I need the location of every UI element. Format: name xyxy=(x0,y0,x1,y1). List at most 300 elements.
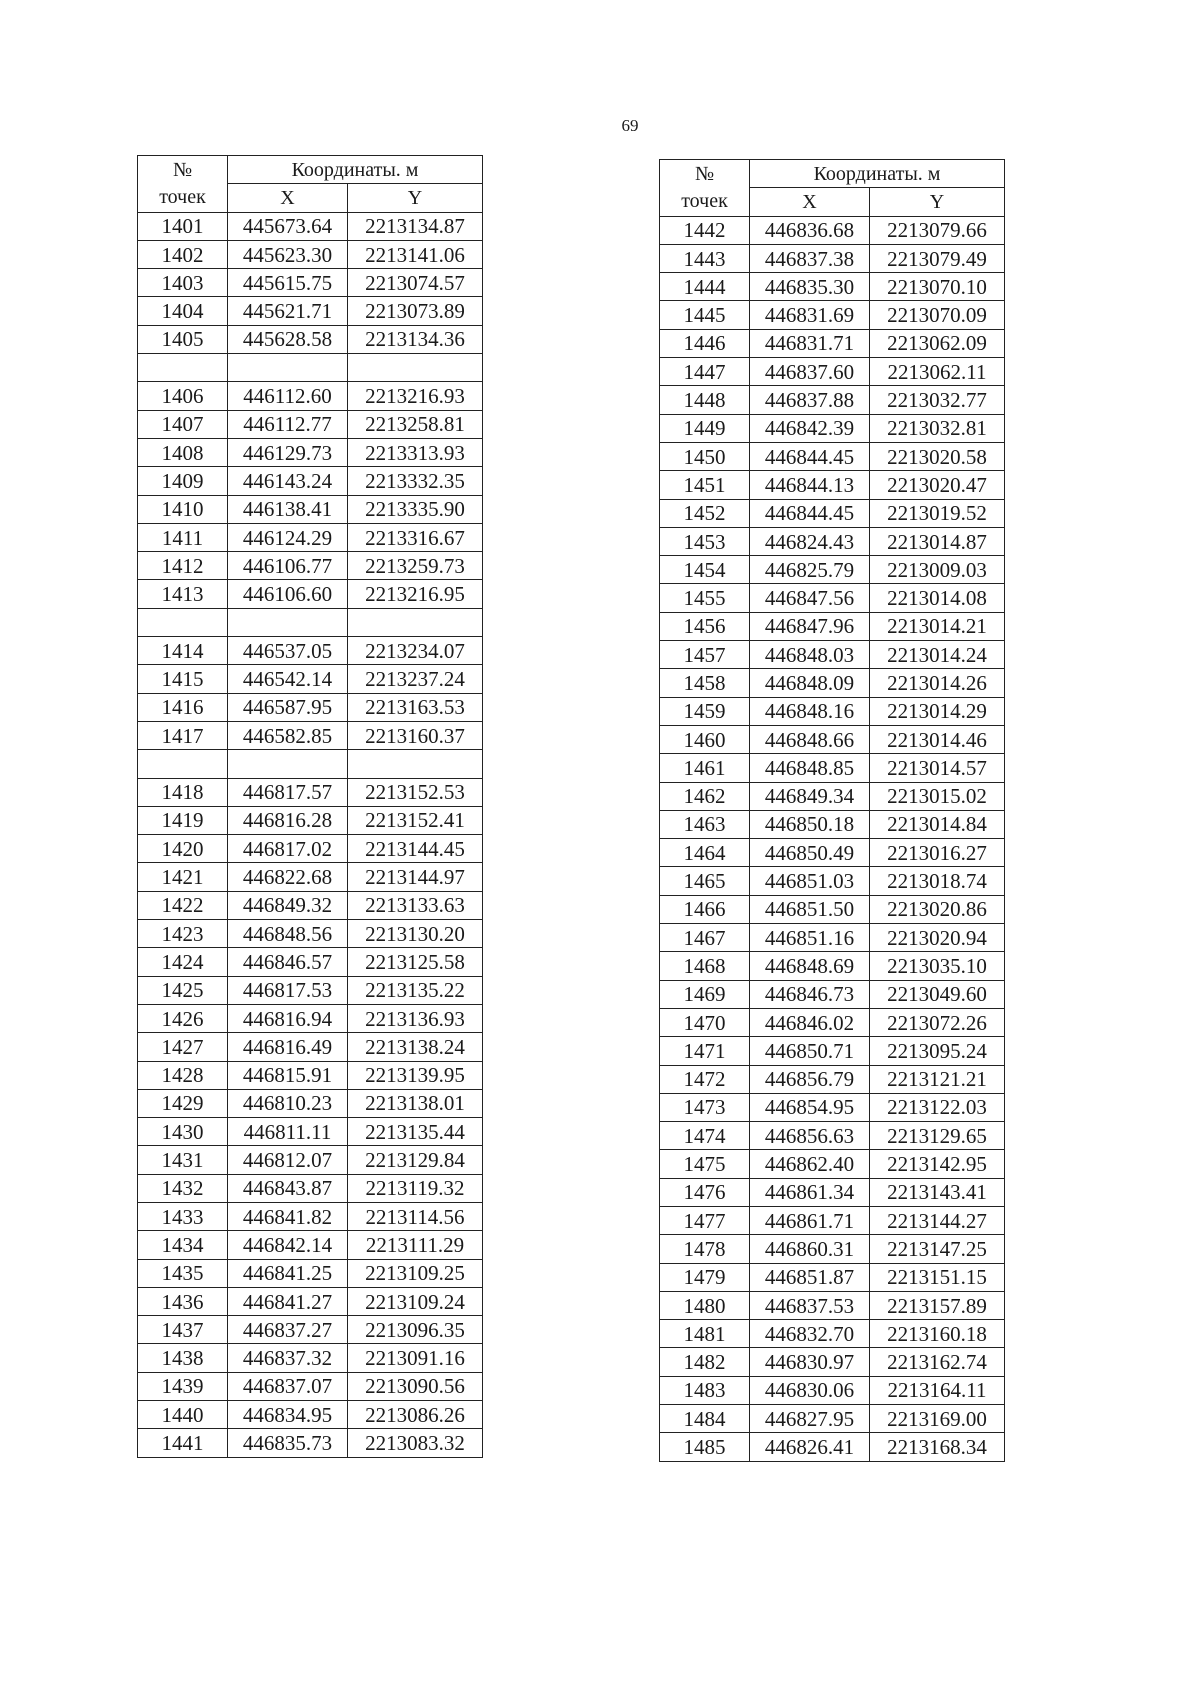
table-row xyxy=(660,358,1005,386)
y-coordinate-cell: 2213020.86 xyxy=(870,895,1005,923)
table-row xyxy=(660,216,1005,244)
y-coordinate-cell: 2213015.02 xyxy=(870,782,1005,810)
y-coordinate-cell xyxy=(348,750,483,778)
point-number-cell: 1469 xyxy=(660,980,750,1008)
point-number-cell: 1439 xyxy=(138,1372,228,1400)
y-coordinate-cell: 2213144.27 xyxy=(870,1206,1005,1234)
y-coordinate-cell: 2213111.29 xyxy=(348,1231,483,1259)
point-number-cell: 1405 xyxy=(138,325,228,353)
x-coordinate-cell: 446112.77 xyxy=(228,410,348,438)
point-number-cell: 1465 xyxy=(660,867,750,895)
x-column-header: X xyxy=(750,188,870,216)
table-row xyxy=(660,1405,1005,1433)
y-coordinate-cell: 2213130.20 xyxy=(348,920,483,948)
table-row xyxy=(660,244,1005,272)
x-coordinate-cell: 446854.95 xyxy=(750,1093,870,1121)
point-number-cell: 1413 xyxy=(138,580,228,608)
point-number-cell: 1459 xyxy=(660,697,750,725)
x-coordinate-cell: 446848.66 xyxy=(750,725,870,753)
x-coordinate-cell: 446860.31 xyxy=(750,1235,870,1263)
y-coordinate-cell: 2213316.67 xyxy=(348,523,483,551)
y-coordinate-cell: 2213151.15 xyxy=(870,1263,1005,1291)
table-row xyxy=(138,1146,483,1174)
y-coordinate-cell: 2213163.53 xyxy=(348,693,483,721)
x-coordinate-cell: 446846.73 xyxy=(750,980,870,1008)
point-number-cell: 1468 xyxy=(660,952,750,980)
y-coordinate-cell: 2213234.07 xyxy=(348,637,483,665)
table-row xyxy=(138,467,483,495)
y-coordinate-cell: 2213090.56 xyxy=(348,1372,483,1400)
x-coordinate-cell xyxy=(228,750,348,778)
table-row xyxy=(660,980,1005,1008)
table-row xyxy=(660,697,1005,725)
y-column-header: Y xyxy=(870,188,1005,216)
table-row xyxy=(138,240,483,268)
x-coordinate-cell: 445628.58 xyxy=(228,325,348,353)
y-coordinate-cell: 2213070.10 xyxy=(870,273,1005,301)
x-coordinate-cell: 446843.87 xyxy=(228,1174,348,1202)
x-coordinate-cell: 446835.30 xyxy=(750,273,870,301)
point-number-cell: 1416 xyxy=(138,693,228,721)
point-number-cell: 1427 xyxy=(138,1033,228,1061)
y-coordinate-cell: 2213014.21 xyxy=(870,612,1005,640)
point-number-cell: 1485 xyxy=(660,1433,750,1461)
point-number-cell xyxy=(138,354,228,382)
x-coordinate-cell: 445615.75 xyxy=(228,269,348,297)
x-coordinate-cell: 446822.68 xyxy=(228,863,348,891)
x-coordinate-cell: 446831.71 xyxy=(750,329,870,357)
point-number-cell: 1420 xyxy=(138,835,228,863)
point-number-cell: 1458 xyxy=(660,669,750,697)
table-row xyxy=(138,297,483,325)
point-number-cell: 1412 xyxy=(138,552,228,580)
point-number-cell: 1428 xyxy=(138,1061,228,1089)
point-number-cell: 1418 xyxy=(138,778,228,806)
table-row xyxy=(660,1093,1005,1121)
y-coordinate-cell: 2213258.81 xyxy=(348,410,483,438)
y-coordinate-cell: 2213216.95 xyxy=(348,580,483,608)
y-coordinate-cell: 2213014.57 xyxy=(870,754,1005,782)
point-number-cell: 1441 xyxy=(138,1429,228,1457)
point-number-cell: 1456 xyxy=(660,612,750,640)
point-number-cell: 1449 xyxy=(660,414,750,442)
point-number-cell: 1454 xyxy=(660,556,750,584)
y-coordinate-cell: 2213139.95 xyxy=(348,1061,483,1089)
x-coordinate-cell: 446837.27 xyxy=(228,1316,348,1344)
point-number-cell: 1434 xyxy=(138,1231,228,1259)
point-number-cell: 1466 xyxy=(660,895,750,923)
table-row xyxy=(660,867,1005,895)
x-coordinate-cell: 446846.02 xyxy=(750,1008,870,1036)
table-row xyxy=(660,527,1005,555)
y-coordinate-cell: 2213134.36 xyxy=(348,325,483,353)
point-number-cell: 1435 xyxy=(138,1259,228,1287)
x-coordinate-cell: 446850.18 xyxy=(750,810,870,838)
table-row xyxy=(660,1150,1005,1178)
x-coordinate-cell: 446817.53 xyxy=(228,976,348,1004)
point-number-cell: 1453 xyxy=(660,527,750,555)
x-coordinate-cell: 446815.91 xyxy=(228,1061,348,1089)
table-row xyxy=(138,863,483,891)
point-number-cell: 1451 xyxy=(660,471,750,499)
point-number-cell xyxy=(138,608,228,636)
y-coordinate-cell: 2213095.24 xyxy=(870,1037,1005,1065)
point-number-cell: 1482 xyxy=(660,1348,750,1376)
table-row xyxy=(138,438,483,466)
y-coordinate-cell: 2213014.84 xyxy=(870,810,1005,838)
table-row xyxy=(660,725,1005,753)
x-coordinate-cell: 446856.79 xyxy=(750,1065,870,1093)
point-number-cell: 1410 xyxy=(138,495,228,523)
table-row xyxy=(660,1206,1005,1234)
y-coordinate-cell: 2213144.45 xyxy=(348,835,483,863)
y-coordinate-cell: 2213160.18 xyxy=(870,1320,1005,1348)
point-number-header xyxy=(660,160,750,217)
x-coordinate-cell: 446812.07 xyxy=(228,1146,348,1174)
point-number-cell xyxy=(138,750,228,778)
table-row xyxy=(138,891,483,919)
header-row xyxy=(138,156,483,184)
y-coordinate-cell: 2213138.24 xyxy=(348,1033,483,1061)
point-number-cell: 1426 xyxy=(138,1004,228,1032)
y-coordinate-cell: 2213062.09 xyxy=(870,329,1005,357)
table-row xyxy=(660,1122,1005,1150)
point-number-cell: 1437 xyxy=(138,1316,228,1344)
table-row xyxy=(138,920,483,948)
y-coordinate-cell: 2213016.27 xyxy=(870,839,1005,867)
table-row xyxy=(138,778,483,806)
x-coordinate-cell: 446816.94 xyxy=(228,1004,348,1032)
table-row xyxy=(138,806,483,834)
x-coordinate-cell: 446836.68 xyxy=(750,216,870,244)
x-coordinate-cell: 446851.50 xyxy=(750,895,870,923)
point-number-cell: 1408 xyxy=(138,438,228,466)
y-coordinate-cell: 2213119.32 xyxy=(348,1174,483,1202)
point-number-cell: 1402 xyxy=(138,240,228,268)
table-row xyxy=(660,895,1005,923)
table-row xyxy=(138,1259,483,1287)
point-number-cell: 1467 xyxy=(660,924,750,952)
y-coordinate-cell: 2213168.34 xyxy=(870,1433,1005,1461)
table-row xyxy=(660,499,1005,527)
point-number-cell: 1430 xyxy=(138,1118,228,1146)
x-column-header: X xyxy=(228,184,348,212)
table-row xyxy=(138,354,483,382)
point-number-cell: 1432 xyxy=(138,1174,228,1202)
x-coordinate-cell: 446861.34 xyxy=(750,1178,870,1206)
table-row xyxy=(138,1061,483,1089)
table-row xyxy=(138,1118,483,1146)
x-coordinate-cell: 446849.32 xyxy=(228,891,348,919)
table-row xyxy=(660,386,1005,414)
x-coordinate-cell: 446848.69 xyxy=(750,952,870,980)
y-coordinate-cell: 2213014.24 xyxy=(870,641,1005,669)
table-row xyxy=(138,637,483,665)
x-coordinate-cell: 446844.45 xyxy=(750,499,870,527)
x-coordinate-cell: 446849.34 xyxy=(750,782,870,810)
table-row xyxy=(660,1320,1005,1348)
x-coordinate-cell: 446842.39 xyxy=(750,414,870,442)
x-coordinate-cell: 446847.56 xyxy=(750,584,870,612)
y-coordinate-cell: 2213134.87 xyxy=(348,212,483,240)
x-coordinate-cell: 446844.45 xyxy=(750,442,870,470)
x-coordinate-cell: 446816.28 xyxy=(228,806,348,834)
point-number-cell: 1477 xyxy=(660,1206,750,1234)
y-coordinate-cell: 2213079.49 xyxy=(870,244,1005,272)
table-row xyxy=(138,1004,483,1032)
y-coordinate-cell: 2213074.57 xyxy=(348,269,483,297)
table-row xyxy=(660,839,1005,867)
table-row xyxy=(138,1089,483,1117)
table-row xyxy=(660,442,1005,470)
y-coordinate-cell: 2213018.74 xyxy=(870,867,1005,895)
x-coordinate-cell: 446825.79 xyxy=(750,556,870,584)
point-number-cell: 1462 xyxy=(660,782,750,810)
x-coordinate-cell xyxy=(228,354,348,382)
x-coordinate-cell: 446862.40 xyxy=(750,1150,870,1178)
table-row xyxy=(660,612,1005,640)
y-column-header: Y xyxy=(348,184,483,212)
x-coordinate-cell: 446827.95 xyxy=(750,1405,870,1433)
x-coordinate-cell: 446837.32 xyxy=(228,1344,348,1372)
table-row xyxy=(138,495,483,523)
x-coordinate-cell: 446810.23 xyxy=(228,1089,348,1117)
point-number-cell: 1484 xyxy=(660,1405,750,1433)
table-row xyxy=(138,382,483,410)
x-coordinate-cell xyxy=(228,608,348,636)
y-coordinate-cell: 2213096.35 xyxy=(348,1316,483,1344)
y-coordinate-cell: 2213014.08 xyxy=(870,584,1005,612)
x-coordinate-cell: 446830.97 xyxy=(750,1348,870,1376)
y-coordinate-cell: 2213032.77 xyxy=(870,386,1005,414)
point-number-header-symbol: № xyxy=(172,158,193,181)
point-number-cell: 1479 xyxy=(660,1263,750,1291)
x-coordinate-cell: 446112.60 xyxy=(228,382,348,410)
x-coordinate-cell: 446817.02 xyxy=(228,835,348,863)
point-number-cell: 1401 xyxy=(138,212,228,240)
table-row xyxy=(660,810,1005,838)
point-number-cell: 1406 xyxy=(138,382,228,410)
x-coordinate-cell: 446143.24 xyxy=(228,467,348,495)
x-coordinate-cell: 446824.43 xyxy=(750,527,870,555)
y-coordinate-cell: 2213135.22 xyxy=(348,976,483,1004)
table-body xyxy=(138,212,483,1457)
point-number-cell: 1455 xyxy=(660,584,750,612)
point-number-cell: 1415 xyxy=(138,665,228,693)
x-coordinate-cell: 446851.87 xyxy=(750,1263,870,1291)
x-coordinate-cell: 446830.06 xyxy=(750,1376,870,1404)
point-number-cell: 1425 xyxy=(138,976,228,1004)
table-row xyxy=(138,750,483,778)
point-number-cell: 1419 xyxy=(138,806,228,834)
table-row xyxy=(660,273,1005,301)
point-number-cell: 1403 xyxy=(138,269,228,297)
point-number-cell: 1473 xyxy=(660,1093,750,1121)
coordinates-header: Координаты. м xyxy=(228,156,483,184)
x-coordinate-cell: 446835.73 xyxy=(228,1429,348,1457)
x-coordinate-cell: 446851.16 xyxy=(750,924,870,952)
table-row xyxy=(660,584,1005,612)
y-coordinate-cell: 2213133.63 xyxy=(348,891,483,919)
point-number-header-word: точек xyxy=(159,185,206,208)
table-row xyxy=(138,552,483,580)
point-number-cell: 1444 xyxy=(660,273,750,301)
y-coordinate-cell: 2213091.16 xyxy=(348,1344,483,1372)
y-coordinate-cell: 2213136.93 xyxy=(348,1004,483,1032)
point-number-cell: 1407 xyxy=(138,410,228,438)
coordinates-table-right xyxy=(659,159,1005,1462)
point-number-cell: 1460 xyxy=(660,725,750,753)
y-coordinate-cell: 2213109.25 xyxy=(348,1259,483,1287)
point-number-cell: 1409 xyxy=(138,467,228,495)
y-coordinate-cell: 2213009.03 xyxy=(870,556,1005,584)
table-row xyxy=(660,1348,1005,1376)
point-number-cell: 1461 xyxy=(660,754,750,782)
point-number-cell: 1446 xyxy=(660,329,750,357)
table-body xyxy=(660,216,1005,1461)
point-number-cell: 1464 xyxy=(660,839,750,867)
point-number-cell: 1474 xyxy=(660,1122,750,1150)
table-row xyxy=(138,835,483,863)
y-coordinate-cell: 2213014.29 xyxy=(870,697,1005,725)
point-number-cell: 1476 xyxy=(660,1178,750,1206)
point-number-cell: 1423 xyxy=(138,920,228,948)
y-coordinate-cell: 2213086.26 xyxy=(348,1401,483,1429)
table-row xyxy=(660,301,1005,329)
table-row xyxy=(138,948,483,976)
table-row xyxy=(660,1037,1005,1065)
table-row xyxy=(138,1202,483,1230)
table-row xyxy=(138,325,483,353)
x-coordinate-cell: 446842.14 xyxy=(228,1231,348,1259)
table-row xyxy=(138,1316,483,1344)
table-row xyxy=(138,580,483,608)
y-coordinate-cell: 2213216.93 xyxy=(348,382,483,410)
y-coordinate-cell: 2213129.84 xyxy=(348,1146,483,1174)
y-coordinate-cell: 2213035.10 xyxy=(870,952,1005,980)
table-row xyxy=(660,782,1005,810)
x-coordinate-cell: 446826.41 xyxy=(750,1433,870,1461)
x-coordinate-cell: 446587.95 xyxy=(228,693,348,721)
y-coordinate-cell: 2213332.35 xyxy=(348,467,483,495)
x-coordinate-cell: 446106.77 xyxy=(228,552,348,580)
y-coordinate-cell: 2213162.74 xyxy=(870,1348,1005,1376)
y-coordinate-cell: 2213114.56 xyxy=(348,1202,483,1230)
table-row xyxy=(138,269,483,297)
point-number-header-word: точек xyxy=(681,189,728,212)
table-row xyxy=(660,471,1005,499)
table-row xyxy=(138,693,483,721)
y-coordinate-cell xyxy=(348,608,483,636)
y-coordinate-cell: 2213121.21 xyxy=(870,1065,1005,1093)
page-number: 69 xyxy=(621,116,639,135)
table-row xyxy=(660,329,1005,357)
x-coordinate-cell: 446841.27 xyxy=(228,1287,348,1315)
table-row xyxy=(660,1376,1005,1404)
y-coordinate-cell: 2213147.25 xyxy=(870,1235,1005,1263)
y-coordinate-cell: 2213014.87 xyxy=(870,527,1005,555)
x-coordinate-cell: 445673.64 xyxy=(228,212,348,240)
point-number-cell: 1429 xyxy=(138,1089,228,1117)
point-number-cell: 1440 xyxy=(138,1401,228,1429)
y-coordinate-cell: 2213072.26 xyxy=(870,1008,1005,1036)
table-row xyxy=(138,1174,483,1202)
table-row xyxy=(138,1344,483,1372)
point-number-cell: 1470 xyxy=(660,1008,750,1036)
y-coordinate-cell: 2213143.41 xyxy=(870,1178,1005,1206)
point-number-cell: 1424 xyxy=(138,948,228,976)
table-row xyxy=(660,924,1005,952)
y-coordinate-cell xyxy=(348,354,483,382)
y-coordinate-cell: 2213142.95 xyxy=(870,1150,1005,1178)
point-number-cell: 1481 xyxy=(660,1320,750,1348)
y-coordinate-cell: 2213122.03 xyxy=(870,1093,1005,1121)
x-coordinate-cell: 446850.71 xyxy=(750,1037,870,1065)
point-number-cell: 1471 xyxy=(660,1037,750,1065)
table-row xyxy=(660,1433,1005,1461)
point-number-cell: 1436 xyxy=(138,1287,228,1315)
y-coordinate-cell: 2213237.24 xyxy=(348,665,483,693)
point-number-cell: 1438 xyxy=(138,1344,228,1372)
point-number-header xyxy=(138,156,228,213)
coordinates-header: Координаты. м xyxy=(750,160,1005,188)
x-coordinate-cell: 446837.07 xyxy=(228,1372,348,1400)
point-number-cell: 1452 xyxy=(660,499,750,527)
x-coordinate-cell: 446848.85 xyxy=(750,754,870,782)
table-row xyxy=(138,1287,483,1315)
point-number-cell: 1463 xyxy=(660,810,750,838)
point-number-cell: 1442 xyxy=(660,216,750,244)
point-number-cell: 1480 xyxy=(660,1291,750,1319)
y-coordinate-cell: 2213020.47 xyxy=(870,471,1005,499)
x-coordinate-cell: 446811.11 xyxy=(228,1118,348,1146)
point-number-cell: 1448 xyxy=(660,386,750,414)
y-coordinate-cell: 2213049.60 xyxy=(870,980,1005,1008)
x-coordinate-cell: 446848.09 xyxy=(750,669,870,697)
y-coordinate-cell: 2213152.53 xyxy=(348,778,483,806)
y-coordinate-cell: 2213083.32 xyxy=(348,1429,483,1457)
table-row xyxy=(138,1372,483,1400)
x-coordinate-cell: 445623.30 xyxy=(228,240,348,268)
x-coordinate-cell: 446841.82 xyxy=(228,1202,348,1230)
y-coordinate-cell: 2213259.73 xyxy=(348,552,483,580)
table-row xyxy=(138,1231,483,1259)
table-row xyxy=(138,523,483,551)
y-coordinate-cell: 2213160.37 xyxy=(348,721,483,749)
x-coordinate-cell: 446542.14 xyxy=(228,665,348,693)
y-coordinate-cell: 2213169.00 xyxy=(870,1405,1005,1433)
y-coordinate-cell: 2213135.44 xyxy=(348,1118,483,1146)
table-row xyxy=(138,608,483,636)
y-coordinate-cell: 2213014.26 xyxy=(870,669,1005,697)
y-coordinate-cell: 2213019.52 xyxy=(870,499,1005,527)
table-row xyxy=(660,641,1005,669)
y-coordinate-cell: 2213070.09 xyxy=(870,301,1005,329)
x-coordinate-cell: 446817.57 xyxy=(228,778,348,806)
y-coordinate-cell: 2213062.11 xyxy=(870,358,1005,386)
y-coordinate-cell: 2213335.90 xyxy=(348,495,483,523)
x-coordinate-cell: 446816.49 xyxy=(228,1033,348,1061)
y-coordinate-cell: 2213129.65 xyxy=(870,1122,1005,1150)
x-coordinate-cell: 446846.57 xyxy=(228,948,348,976)
point-number-cell: 1472 xyxy=(660,1065,750,1093)
x-coordinate-cell: 446537.05 xyxy=(228,637,348,665)
header-row xyxy=(660,160,1005,188)
y-coordinate-cell: 2213032.81 xyxy=(870,414,1005,442)
x-coordinate-cell: 446851.03 xyxy=(750,867,870,895)
x-coordinate-cell: 445621.71 xyxy=(228,297,348,325)
x-coordinate-cell: 446844.13 xyxy=(750,471,870,499)
